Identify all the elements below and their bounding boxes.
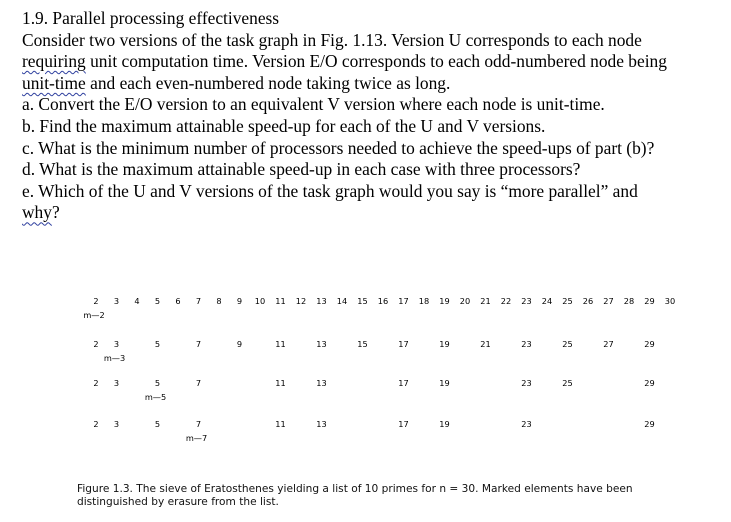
- sieve-row-1-number: 21: [480, 296, 491, 306]
- sieve-row-1-number: 2: [93, 296, 99, 306]
- figure-caption-line-1: Figure 1.3. The sieve of Eratosthenes yielding a list of 10 primes for n = 30. Marked elements have been: [77, 483, 633, 495]
- sieve-row-3-number: 29: [644, 378, 655, 388]
- figure-caption-line-2: distinguished by erasure from the list.: [77, 496, 279, 509]
- sieve-row-1-number: 14: [336, 296, 348, 306]
- sieve-row-2-number: 27: [603, 339, 614, 349]
- sieve-row-2-number: 9: [236, 339, 243, 349]
- sieve-row-3-number: 25: [562, 378, 573, 388]
- sieve-row-1-number: 8: [216, 296, 222, 306]
- sieve-row-1-number: 17: [398, 296, 409, 306]
- sieve-row-1-number: 30: [664, 296, 676, 306]
- sieve-row-1-number: 10: [254, 296, 266, 306]
- question-d: d. What is the maximum attainable speed-up in each case with three processors?: [22, 159, 581, 180]
- sieve-row-1-number: 18: [418, 296, 430, 306]
- sieve-row-1-number: 19: [439, 296, 450, 306]
- sieve-row-1-number: 7: [195, 296, 202, 306]
- sieve-row-3-number: 2: [93, 378, 99, 388]
- sieve-row-1-number: 9: [236, 296, 243, 306]
- question-e-line-2-rest: ?: [51, 202, 60, 223]
- sieve-row-3-number: 19: [439, 378, 450, 388]
- sieve-row-4-marker: m—7: [185, 433, 208, 443]
- sieve-row-2-number: 15: [357, 339, 368, 349]
- sieve-row-1-number: 28: [623, 296, 635, 306]
- problem-intro-line-2: [22, 51, 727, 73]
- sieve-row-4-number: 19: [439, 419, 450, 429]
- sieve-row-2-number: 23: [521, 339, 532, 349]
- sieve-row-1-number: 3: [113, 296, 120, 306]
- sieve-row-4-number: 5: [154, 419, 161, 429]
- sieve-row-1-number: 22: [500, 296, 512, 306]
- sieve-row-1-number: 6: [175, 296, 181, 306]
- sieve-row-3-number: 7: [195, 378, 202, 388]
- sieve-row-2-number: 7: [195, 339, 202, 349]
- sieve-row-4-number: 13: [316, 419, 327, 429]
- sieve-row-3-number: 13: [316, 378, 327, 388]
- sieve-row-3-number: 3: [113, 378, 120, 388]
- sieve-row-1-number: 26: [582, 296, 594, 306]
- spell-flag-why: why: [22, 202, 52, 223]
- sieve-row-3-number: 5: [154, 378, 161, 388]
- sieve-row-1-number: 25: [562, 296, 573, 306]
- sieve-row-1-number: 23: [521, 296, 532, 306]
- sieve-row-2-number: 13: [316, 339, 327, 349]
- sieve-row-1-number: 24: [541, 296, 553, 306]
- sieve-row-1-number: 16: [377, 296, 389, 306]
- sieve-row-1-number: 5: [154, 296, 161, 306]
- problem-intro-line-2-rest: unit computation time. Version E/O corresponds to each odd-numbered node being: [85, 51, 667, 72]
- sieve-row-1-number: 11: [275, 296, 286, 306]
- question-b: b. Find the maximum attainable speed-up for each of the U and V versions.: [22, 115, 546, 136]
- sieve-row-4-number: 17: [398, 419, 409, 429]
- sieve-row-1-number: 20: [459, 296, 471, 306]
- sieve-row-1-number: 27: [603, 296, 614, 306]
- problem-title: 1.9. Parallel processing effectiveness: [22, 8, 280, 28]
- sieve-row-2-number: 3: [113, 339, 120, 349]
- sieve-row-3-number: 11: [275, 378, 286, 388]
- sieve-row-1-number: 15: [357, 296, 368, 306]
- sieve-row-1-number: 13: [316, 296, 327, 306]
- sieve-row-2-number: 25: [562, 339, 573, 349]
- sieve-row-2-number: 17: [398, 339, 409, 349]
- spell-flag-requiring: requiring: [22, 51, 86, 72]
- sieve-row-2-number: 2: [93, 339, 99, 349]
- sieve-row-2-number: 21: [480, 339, 491, 349]
- sieve-row-1-number: 4: [134, 296, 140, 306]
- sieve-row-2-number: 11: [275, 339, 286, 349]
- sieve-row-3-number: 17: [398, 378, 409, 388]
- figure-caption: [77, 483, 717, 509]
- question-c: c. What is the minimum number of processors needed to achieve the speed-ups of part (b)?: [22, 137, 655, 158]
- sieve-row-4-number: 2: [93, 419, 99, 429]
- sieve-row-4-number: 7: [195, 419, 202, 429]
- question-e-line-1: e. Which of the U and V versions of the task graph would you say is “more parallel” and: [22, 180, 638, 201]
- spell-flag-unit-time: unit-time: [22, 72, 86, 93]
- problem-intro-line-3-rest: and each even-numbered node taking twice as long.: [85, 72, 451, 93]
- sieve-row-2-number: 5: [154, 339, 161, 349]
- question-a: a. Convert the E/O version to an equivalent V version where each node is unit-time.: [22, 94, 605, 115]
- sieve-row-3-number: 23: [521, 378, 532, 388]
- sieve-row-2-number: 19: [439, 339, 450, 349]
- sieve-row-1-marker: m—2: [83, 310, 105, 320]
- sieve-row-1-number: 12: [295, 296, 307, 306]
- question-e-line-2: [22, 202, 727, 224]
- sieve-row-4-number: 29: [644, 419, 655, 429]
- sieve-row-1-number: 29: [644, 296, 655, 306]
- sieve-row-2-marker: m—3: [103, 353, 126, 363]
- sieve-row-3-marker: m—5: [144, 392, 167, 402]
- problem-text: [22, 8, 727, 224]
- sieve-row-4-number: 3: [113, 419, 120, 429]
- sieve-row-2-number: 29: [644, 339, 655, 349]
- problem-intro-line-3: [22, 73, 727, 95]
- sieve-row-4-number: 23: [521, 419, 532, 429]
- problem-intro-line-1: Consider two versions of the task graph in Fig. 1.13. Version U corresponds to each node: [22, 29, 642, 50]
- sieve-row-4-number: 11: [275, 419, 286, 429]
